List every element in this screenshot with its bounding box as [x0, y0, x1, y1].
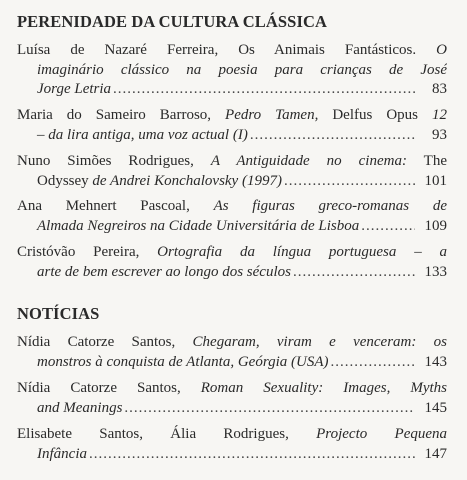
- entry-last-line: – da lira antiga, uma voz actual (I) ..... 93: [17, 126, 447, 146]
- page-number: 145: [424, 399, 447, 416]
- section-title-noticias: NOTÍCIAS: [17, 304, 100, 323]
- dot-leader: [331, 353, 415, 373]
- entry-line: Nídia Catorze Santos, Chegaram, viram e venceram: os: [17, 334, 447, 350]
- entry-last-line: Odyssey de Andrei Konchalovsky (1997) ..... 101: [17, 172, 447, 192]
- dot-leader: [361, 217, 415, 237]
- dot-leader: [89, 445, 415, 465]
- dot-leader: [113, 80, 415, 100]
- entry-line: Nídia Catorze Santos, Roman Sexuality: Images, Myths: [17, 380, 447, 396]
- page-number: 101: [424, 172, 447, 189]
- entry-last-line: Almada Negreiros na Cidade Universitária de Lisboa ..... 109: [17, 217, 447, 237]
- toc-entry[interactable]: [17, 243, 447, 282]
- page-number: 143: [424, 353, 447, 370]
- entry-line: Maria do Sameiro Barroso, Pedro Tamen, Delfus Opus 12: [17, 107, 447, 123]
- toc-entry[interactable]: [17, 333, 447, 372]
- entry-line: Luísa de Nazaré Ferreira, Os Animais Fantásticos. O: [17, 42, 447, 58]
- page-number: 147: [424, 445, 447, 462]
- toc-entry[interactable]: [17, 197, 447, 236]
- section-title-perenidade: PERENIDADE DA CULTURA CLÁSSICA: [17, 12, 327, 31]
- entry-last-line: arte de bem escrever ao longo dos séculos ..... 133: [17, 263, 447, 283]
- entry-last-line: Jorge Letria ..... 83: [17, 80, 447, 100]
- entry-line: Nuno Simões Rodrigues, A Antiguidade no cinema: The: [17, 153, 447, 169]
- entry-last-line: monstros à conquista de Atlanta, Geórgia (USA) ..... 143: [17, 353, 447, 373]
- dot-leader: [293, 263, 415, 283]
- toc-entry[interactable]: [17, 425, 447, 464]
- toc-entry[interactable]: [17, 41, 447, 100]
- dot-leader: [124, 399, 415, 419]
- page-number: 133: [424, 263, 447, 280]
- entry-line: imaginário clássico na poesia para crianças de José: [37, 61, 447, 78]
- entry-last-line: Infância ..... 147: [17, 445, 447, 465]
- entry-line: Cristóvão Pereira, Ortografia da língua portuguesa – a: [17, 244, 447, 260]
- entry-last-line: and Meanings ..... 145: [17, 399, 447, 419]
- entry-line: Ana Mehnert Pascoal, As figuras greco-romanas de: [17, 198, 447, 214]
- dot-leader: [284, 172, 415, 192]
- toc-entry[interactable]: [17, 152, 447, 191]
- toc-entry[interactable]: [17, 106, 447, 145]
- page-number: 93: [432, 126, 447, 143]
- page-number: 83: [432, 81, 447, 97]
- toc-entry[interactable]: [17, 379, 447, 418]
- dot-leader: [250, 126, 415, 146]
- page-number: 109: [424, 217, 447, 234]
- entry-line: Elisabete Santos, Ália Rodrigues, Projecto Pequena: [17, 426, 447, 442]
